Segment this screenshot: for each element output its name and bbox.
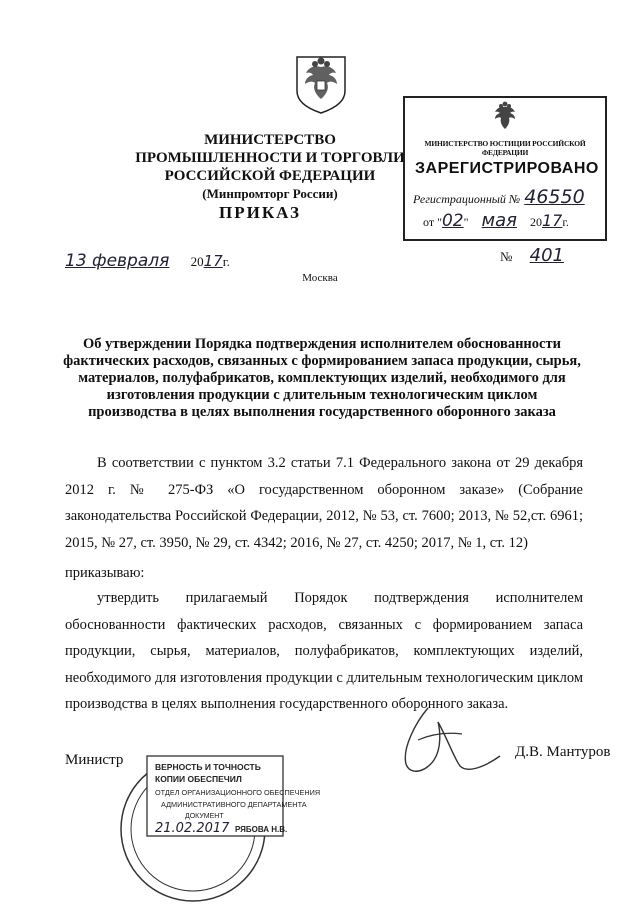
body-paragraph-2: утвердить прилагаемый Порядок подтверждения исполнителем обоснованности фактических расходов, связанных с формированием запаса продукции, сырья, материалов, полуфабрикатов, комплектующих изделий, необходимого для изготовления продукции с длительным технологическим циклом производства в целях выполнения государственного оборонного заказа. bbox=[65, 590, 583, 712]
signer-name: Д.В. Мантуров bbox=[515, 744, 611, 760]
ministry-line2: РОССИЙСКОЙ ФЕДЕРАЦИИ bbox=[164, 168, 376, 184]
order-year-suffix: г. bbox=[222, 254, 230, 269]
stamp-date-year-prefix: 20 bbox=[529, 215, 542, 229]
copy-stamp-line3: ОТДЕЛ ОРГАНИЗАЦИОННОГО ОБЕСПЕЧЕНИЯ bbox=[155, 788, 321, 797]
order-date bbox=[65, 251, 230, 271]
doc-type: ПРИКАЗ bbox=[219, 203, 301, 222]
handwritten-signature bbox=[388, 700, 508, 780]
order-number bbox=[500, 245, 578, 266]
stamp-emblem-icon bbox=[490, 101, 520, 137]
stamp-date-suffix: г. bbox=[562, 215, 569, 229]
order-year-handwritten: 17 bbox=[203, 252, 223, 270]
ministry-line1: МИНИСТЕРСТВО ПРОМЫШЛЕННОСТИ И ТОРГОВЛИ bbox=[135, 132, 405, 166]
copy-stamp-line4: АДМИНИСТРАТИВНОГО ДЕПАРТАМЕНТА bbox=[161, 800, 307, 809]
coat-of-arms-emblem bbox=[291, 53, 351, 115]
stamp-date-prefix: от " bbox=[423, 215, 442, 229]
stamp-reg-label: Регистрационный № bbox=[413, 192, 521, 206]
city: Москва bbox=[302, 272, 338, 284]
copy-stamp-line2: КОПИИ ОБЕСПЕЧИЛ bbox=[155, 774, 242, 784]
order-number-prefix: № bbox=[500, 249, 513, 264]
stamp-title: ЗАРЕГИСТРИРОВАНО bbox=[415, 160, 599, 177]
order-date-handwritten: 13 февраля bbox=[65, 251, 170, 271]
stamp-reg-line bbox=[413, 186, 585, 208]
order-number-handwritten: 401 bbox=[529, 245, 565, 266]
copy-stamp-line1: ВЕРНОСТЬ И ТОЧНОСТЬ bbox=[155, 762, 261, 772]
stamp-date-year: 17 bbox=[541, 211, 563, 230]
ministry-short: (Минпромторг России) bbox=[202, 186, 338, 201]
order-word: приказываю: bbox=[65, 565, 145, 581]
order-year-prefix: 20 bbox=[190, 254, 204, 269]
copy-certification-stamp bbox=[115, 754, 321, 904]
ministry-name bbox=[120, 131, 420, 203]
registration-stamp bbox=[403, 96, 607, 241]
copy-stamp-officer: РЯБОВА Н.В. bbox=[235, 825, 288, 834]
copy-stamp-line5: ДОКУМЕНТ bbox=[185, 813, 224, 820]
stamp-org: МИНИСТЕРСТВО ЮСТИЦИИ РОССИЙСКОЙ ФЕДЕРАЦИИ bbox=[424, 139, 586, 157]
copy-stamp-date: 21.02.2017 bbox=[155, 821, 230, 836]
stamp-date-line bbox=[423, 210, 569, 231]
stamp-date-quote: " bbox=[463, 215, 469, 229]
stamp-reg-number: 46550 bbox=[524, 186, 585, 208]
stamp-date-month: мая bbox=[481, 210, 517, 231]
stamp-date-day: 02 bbox=[441, 211, 464, 231]
signer-position: Министр bbox=[65, 752, 124, 768]
document-title: Об утверждении Порядка подтверждения исполнителем обоснованности фактических расходов, связанных с формированием запаса продукции, сырья, материалов, полуфабрикатов, комплектующих изделий, необходимого для изготовления продукции с длительным технологическим циклом производства в целях выполнения государственного оборонного заказа bbox=[63, 336, 581, 420]
body-paragraph-1: В соответствии с пунктом 3.2 статьи 7.1 Федерального закона от 29 декабря 2012 г. № 275-ФЗ «О государственном оборонном заказе» (Собрание законодательства Российской Федерации, 2012, № 53, ст. 7600; 2013, № 52,ст. 6961; 2015, № 27, ст. 3950, № 29, ст. 4342; 2016, № 27, ст. 4250; 2017, № 1, ст. 12) bbox=[65, 455, 583, 551]
